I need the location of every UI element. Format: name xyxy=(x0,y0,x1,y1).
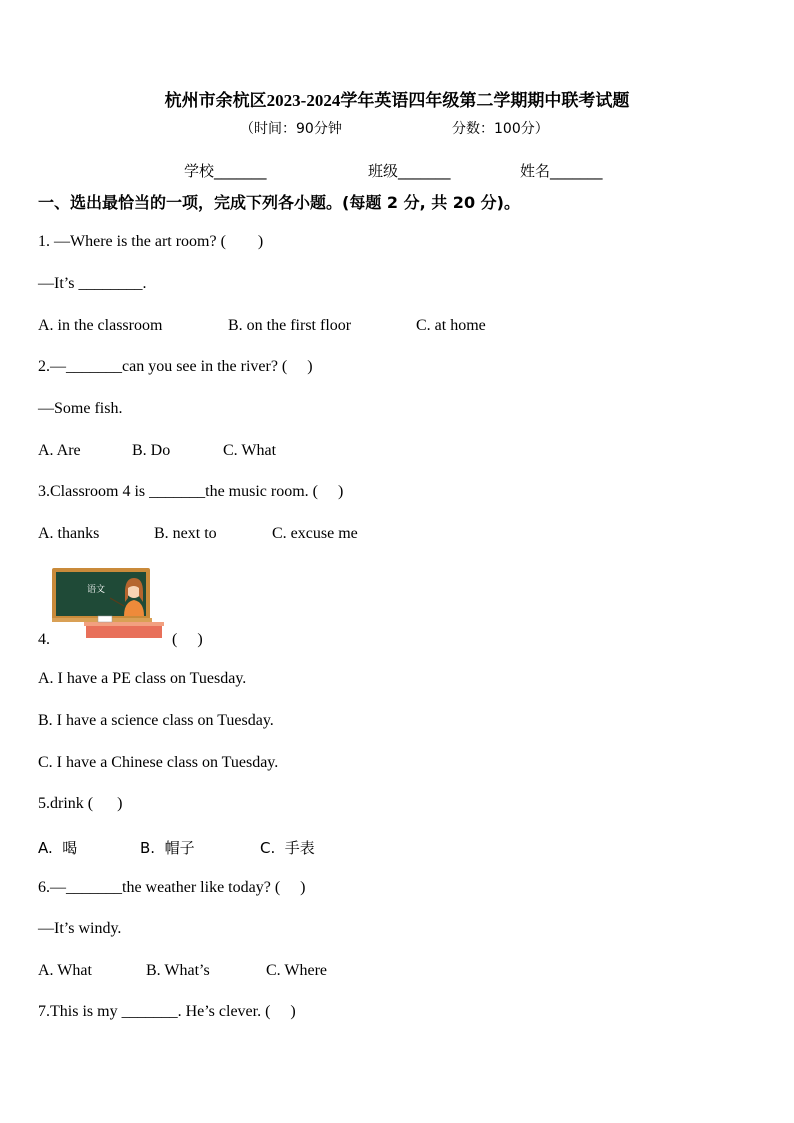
q5-option-c: C. 手表 xyxy=(260,839,315,857)
q6-stem: 6.—_______the weather like today? ( ) xyxy=(38,879,306,896)
teacher-chinese-class-illustration xyxy=(50,566,166,642)
school-field: 学校_______ xyxy=(184,162,267,180)
chalkboard-text: 语文 xyxy=(86,585,106,595)
q7-stem: 7.This is my _______. He’s clever. ( ) xyxy=(38,1003,296,1020)
q1-stem: 1. —Where is the art room? ( ) xyxy=(38,233,264,250)
class-field: 班级_______ xyxy=(368,162,451,180)
q3-stem: 3.Classroom 4 is _______the music room. ( ) xyxy=(38,483,344,500)
teacher-desk xyxy=(86,624,162,638)
q4-paren: ( ) xyxy=(172,631,203,648)
q1-option-b: B. on the first floor xyxy=(228,317,352,334)
exam-score: 分数：100分） xyxy=(452,121,549,137)
q6-option-c: C. Where xyxy=(266,962,328,979)
q4-number: 4. xyxy=(38,631,50,648)
q4-option-c: C. I have a Chinese class on Tuesday. xyxy=(38,754,279,771)
q3-option-c: C. excuse me xyxy=(272,525,358,542)
q6-option-b: B. What’s xyxy=(146,962,210,979)
q5-stem: 5.drink ( ) xyxy=(38,795,123,812)
book-icon xyxy=(98,616,112,622)
exam-time: （时间：90分钟 xyxy=(240,121,342,137)
q2-option-a: A. Are xyxy=(38,442,81,459)
name-field: 姓名_______ xyxy=(520,162,603,180)
q6-option-a: A. What xyxy=(38,962,92,979)
q1-reply: —It’s ________. xyxy=(38,275,147,292)
q1-option-a: A. in the classroom xyxy=(38,317,163,334)
q2-option-b: B. Do xyxy=(132,442,171,459)
desk-top xyxy=(84,622,164,626)
q5-option-b: B. 帽子 xyxy=(140,839,195,857)
q2-stem: 2.—_______can you see in the river? ( ) xyxy=(38,358,313,375)
q3-option-b: B. next to xyxy=(154,525,217,542)
exam-title: 杭州市余杭区2023-2024学年英语四年级第二学期期中联考试题 xyxy=(164,91,630,110)
section-heading: 一、选出最恰当的一项，完成下列各小题。(每题 2 分, 共 20 分)。 xyxy=(38,193,520,212)
q2-reply: —Some fish. xyxy=(38,400,123,417)
q6-reply: —It’s windy. xyxy=(38,920,122,937)
q4-option-b: B. I have a science class on Tuesday. xyxy=(38,712,274,729)
q4-option-a: A. I have a PE class on Tuesday. xyxy=(38,670,247,687)
q3-option-a: A. thanks xyxy=(38,525,100,542)
q5-option-a: A. 喝 xyxy=(38,839,78,857)
q1-option-c: C. at home xyxy=(416,317,486,334)
q2-option-c: C. What xyxy=(223,442,277,459)
